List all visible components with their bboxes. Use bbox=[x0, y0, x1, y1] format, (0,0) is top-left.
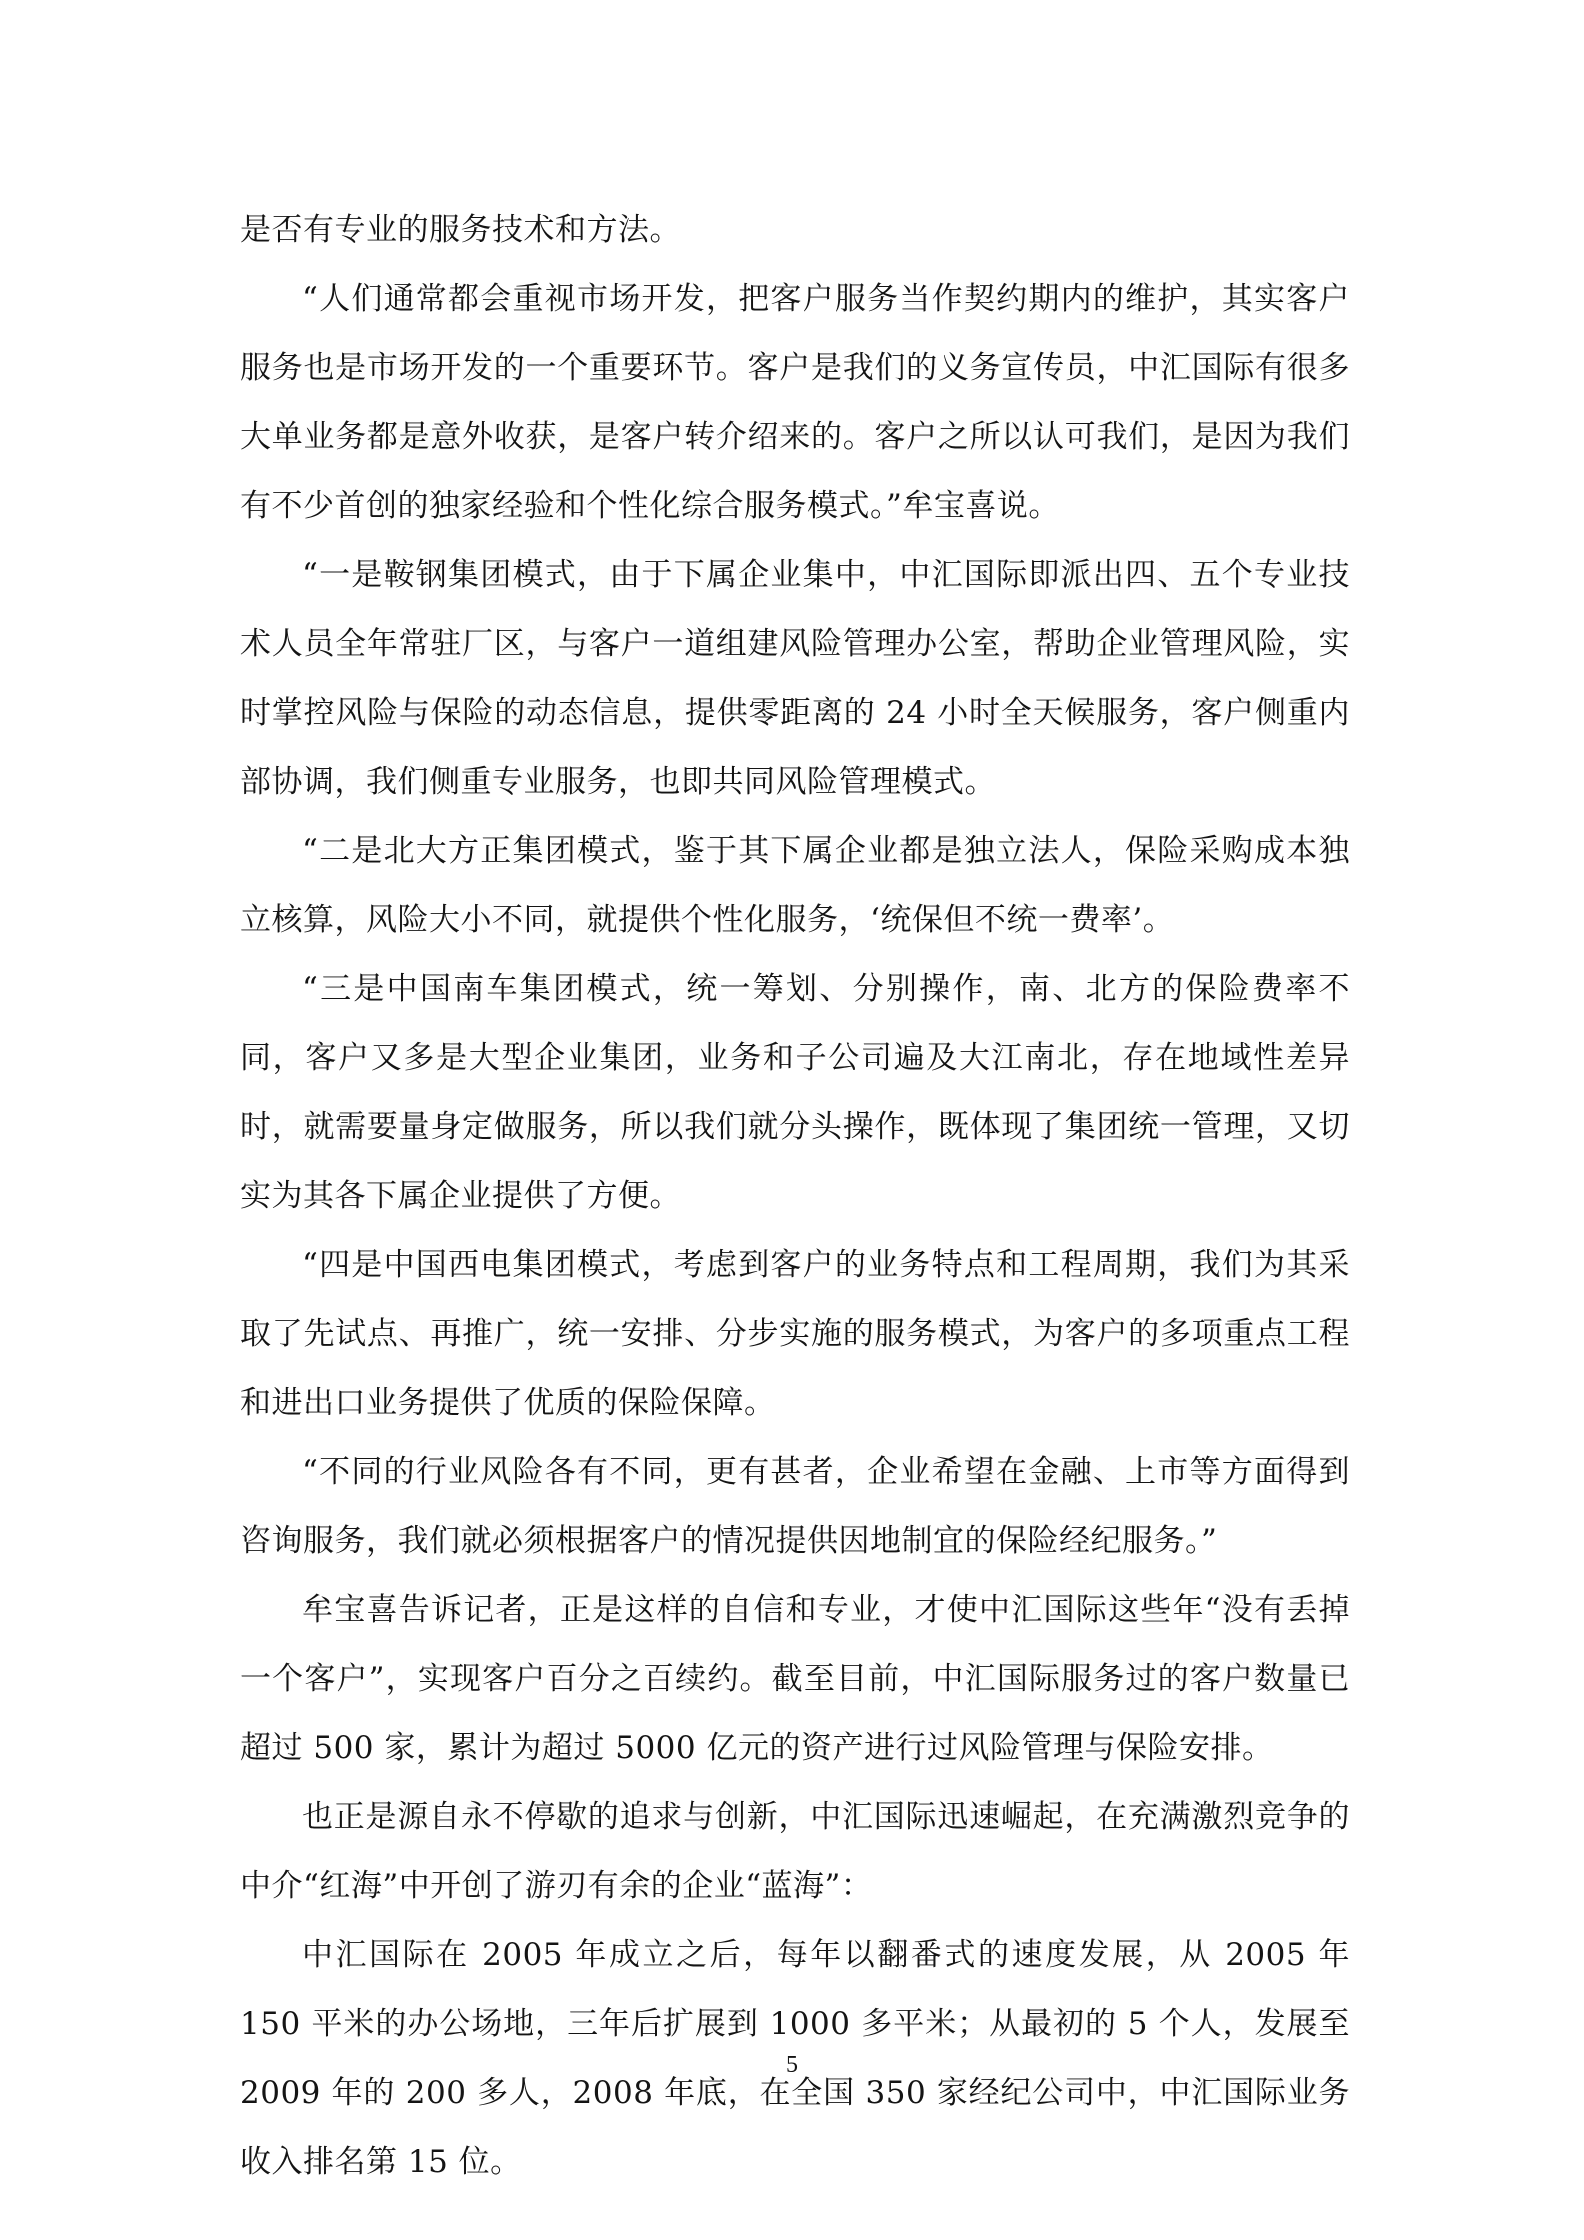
paragraph: “二是北大方正集团模式，鉴于其下属企业都是独立法人，保险采购成本独立核算，风险大小不同，就提供个性化服务，‘统保但不统一费率’。 bbox=[240, 833, 1350, 938]
paragraph-continuation: 是否有专业的服务技术和方法。 bbox=[240, 212, 681, 248]
paragraph: 中汇国际在 2005 年成立之后，每年以翻番式的速度发展，从 2005 年 150 平米的办公场地，三年后扩展到 1000 多平米；从最初的 5 个人，发展至 2009 年的 200 多人，2008 年底，在全国 350 家经纪公司中，中汇国际业务收入排名第 15 位。 bbox=[240, 1937, 1350, 2180]
paragraph: “不同的行业风险各有不同，更有甚者，企业希望在金融、上市等方面得到咨询服务，我们就必须根据客户的情况提供因地制宜的保险经纪服务。” bbox=[240, 1454, 1350, 1559]
body-text bbox=[240, 196, 1350, 2197]
page-number: 5 bbox=[786, 2052, 798, 2078]
paragraph: 牟宝喜告诉记者，正是这样的自信和专业，才使中汇国际这些年“没有丢掉一个客户”，实现客户百分之百续约。截至目前，中汇国际服务过的客户数量已超过 500 家，累计为超过 5000 亿元的资产进行过风险管理与保险安排。 bbox=[240, 1592, 1350, 1766]
paragraph: 也正是源自永不停歇的追求与创新，中汇国际迅速崛起，在充满激烈竞争的中介“红海”中开创了游刃有余的企业“蓝海”： bbox=[240, 1799, 1350, 1904]
paragraph: “三是中国南车集团模式，统一筹划、分别操作，南、北方的保险费率不同，客户又多是大型企业集团，业务和子公司遍及大江南北，存在地域性差异时，就需要量身定做服务，所以我们就分头操作，既体现了集团统一管理，又切实为其各下属企业提供了方便。 bbox=[240, 971, 1350, 1214]
paragraph: “人们通常都会重视市场开发，把客户服务当作契约期内的维护，其实客户服务也是市场开发的一个重要环节。客户是我们的义务宣传员，中汇国际有很多大单业务都是意外收获，是客户转介绍来的。客户之所以认可我们，是因为我们有不少首创的独家经验和个性化综合服务模式。”牟宝喜说。 bbox=[240, 281, 1350, 524]
paragraph: “四是中国西电集团模式，考虑到客户的业务特点和工程周期，我们为其采取了先试点、再推广，统一安排、分步实施的服务模式，为客户的多项重点工程和进出口业务提供了优质的保险保障。 bbox=[240, 1247, 1350, 1421]
paragraph: “一是鞍钢集团模式，由于下属企业集中，中汇国际即派出四、五个专业技术人员全年常驻厂区，与客户一道组建风险管理办公室，帮助企业管理风险，实时掌控风险与保险的动态信息，提供零距离的 24 小时全天候服务，客户侧重内部协调，我们侧重专业服务，也即共同风险管理模式。 bbox=[240, 557, 1350, 800]
